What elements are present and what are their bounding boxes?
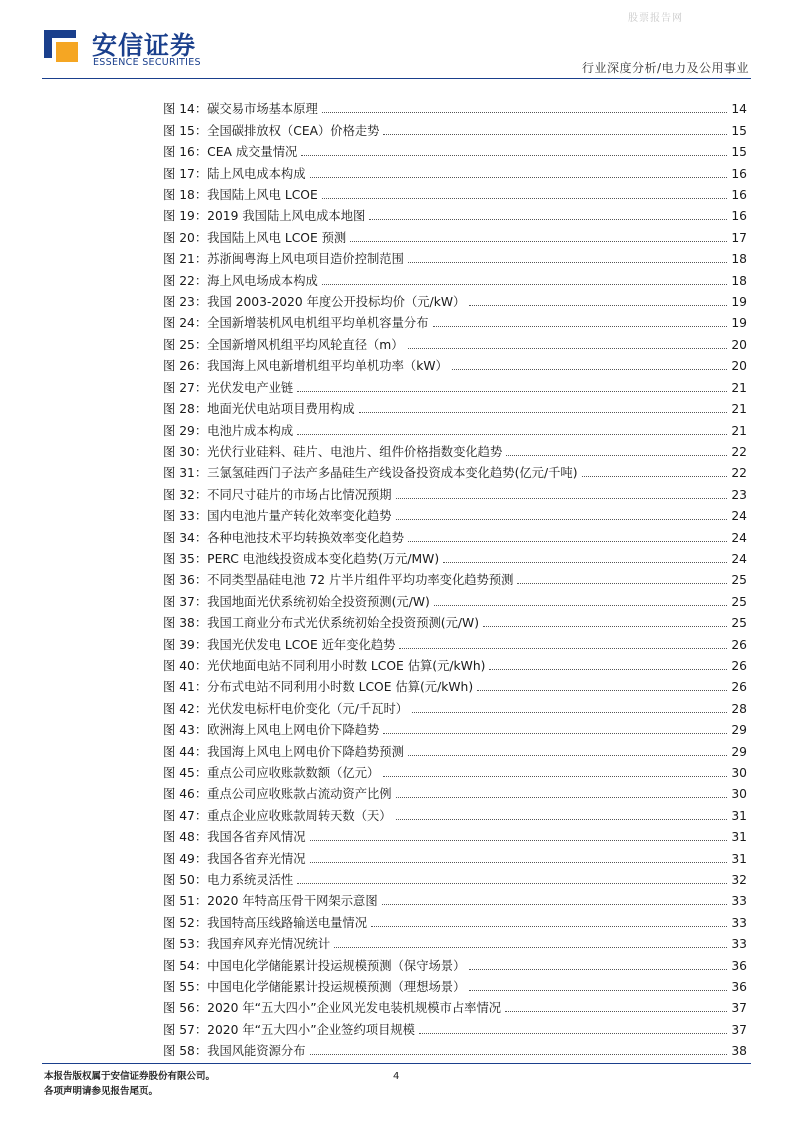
toc-entry[interactable]	[163, 182, 747, 203]
toc-entry-label: 图 46：重点公司应收账款占流动资产比例	[163, 787, 392, 802]
toc-entry[interactable]	[163, 396, 747, 417]
toc-entry[interactable]	[163, 117, 747, 138]
toc-dot-leader	[383, 733, 727, 734]
footer-divider	[42, 1063, 751, 1064]
toc-entry[interactable]	[163, 353, 747, 374]
toc-entry-page: 33	[731, 915, 747, 930]
toc-entry-label: 图 17：陆上风电成本构成	[163, 166, 306, 181]
toc-entry-page: 33	[731, 937, 747, 952]
toc-entry[interactable]	[163, 417, 747, 438]
footer-notice	[44, 1069, 215, 1099]
toc-entry[interactable]	[163, 96, 747, 117]
toc-dot-leader	[371, 926, 727, 927]
toc-entry-label: 图 31：三氯氢硅西门子法产多晶硅生产线设备投资成本变化趋势(亿元/千吨)	[163, 466, 578, 481]
toc-dot-leader	[301, 155, 727, 156]
toc-entry[interactable]	[163, 546, 747, 567]
toc-entry[interactable]	[163, 374, 747, 395]
toc-dot-leader	[350, 241, 727, 242]
toc-entry-page: 22	[731, 466, 747, 481]
toc-dot-leader	[408, 541, 727, 542]
toc-entry[interactable]	[163, 1038, 747, 1059]
toc-entry-page: 16	[731, 166, 747, 181]
toc-dot-leader	[310, 1054, 728, 1055]
toc-entry-label: 图 44：我国海上风电上网电价下降趋势预测	[163, 744, 404, 759]
toc-entry[interactable]	[163, 481, 747, 502]
toc-dot-leader	[452, 369, 728, 370]
toc-entry[interactable]	[163, 867, 747, 888]
toc-entry[interactable]	[163, 503, 747, 524]
toc-dot-leader	[310, 862, 728, 863]
toc-entry-label: 图 19：2019 我国陆上风电成本地图	[163, 209, 366, 224]
toc-dot-leader	[396, 797, 728, 798]
toc-entry-label: 图 14：碳交易市场基本原理	[163, 102, 318, 117]
toc-entry-page: 26	[731, 658, 747, 673]
toc-entry-page: 31	[731, 808, 747, 823]
toc-entry-page: 26	[731, 680, 747, 695]
toc-entry-page: 18	[731, 252, 747, 267]
toc-entry-label: 图 51：2020 年特高压骨干网架示意图	[163, 894, 378, 909]
toc-dot-leader	[443, 562, 727, 563]
toc-entry[interactable]	[163, 310, 747, 331]
toc-entry-label: 图 27：光伏发电产业链	[163, 380, 294, 395]
toc-entry-page: 18	[731, 273, 747, 288]
toc-entry-label: 图 54：中国电化学储能累计投运规模预测（保守场景）	[163, 958, 466, 973]
toc-entry[interactable]	[163, 246, 747, 267]
toc-entry[interactable]	[163, 610, 747, 631]
toc-entry-label: 图 58：我国风能资源分布	[163, 1044, 306, 1059]
toc-entry-page: 38	[731, 1044, 747, 1059]
toc-entry[interactable]	[163, 139, 747, 160]
toc-entry[interactable]	[163, 224, 747, 245]
toc-entry-label: 图 29：电池片成本构成	[163, 423, 294, 438]
toc-dot-leader	[383, 134, 727, 135]
toc-entry-page: 25	[731, 573, 747, 588]
toc-dot-leader	[396, 519, 728, 520]
toc-entry[interactable]	[163, 653, 747, 674]
toc-entry[interactable]	[163, 909, 747, 930]
toc-entry[interactable]	[163, 952, 747, 973]
toc-entry-label: 图 33：国内电池片量产转化效率变化趋势	[163, 509, 392, 524]
toc-dot-leader	[399, 648, 727, 649]
toc-entry-page: 15	[731, 123, 747, 138]
toc-entry-page: 28	[731, 701, 747, 716]
header-divider	[42, 78, 751, 79]
toc-entry[interactable]	[163, 439, 747, 460]
toc-entry-label: 图 45：重点公司应收账款数额（亿元）	[163, 766, 380, 780]
toc-dot-leader	[506, 455, 727, 456]
toc-entry[interactable]	[163, 331, 747, 352]
toc-dot-leader	[383, 776, 727, 777]
toc-dot-leader	[322, 198, 728, 199]
toc-entry-label: 图 39：我国光伏发电 LCOE 近年变化趋势	[163, 637, 396, 652]
toc-entry[interactable]	[163, 267, 747, 288]
toc-entry-page: 24	[731, 530, 747, 545]
toc-entry-label: 图 28：地面光伏电站项目费用构成	[163, 402, 355, 417]
toc-entry[interactable]	[163, 888, 747, 909]
toc-entry[interactable]	[163, 931, 747, 952]
toc-entry-label: 图 36：不同类型晶硅电池 72 片半片组件平均功率变化趋势预测	[163, 573, 514, 588]
toc-dot-leader	[469, 990, 727, 991]
page-number: 4	[393, 1071, 400, 1082]
toc-entry-page: 37	[731, 1022, 747, 1037]
toc-entry-label: 图 15：全国碳排放权（CEA）价格走势	[163, 123, 380, 138]
toc-dot-leader	[322, 112, 728, 113]
toc-entry-label: 图 22：海上风电场成本构成	[163, 273, 318, 288]
toc-entry[interactable]	[163, 203, 747, 224]
toc-dot-leader	[412, 712, 727, 713]
toc-entry[interactable]	[163, 738, 747, 759]
toc-dot-leader	[310, 840, 728, 841]
toc-entry[interactable]	[163, 802, 747, 823]
toc-entry-page: 37	[731, 1001, 747, 1016]
figure-list	[163, 96, 747, 1059]
toc-entry[interactable]	[163, 588, 747, 609]
toc-entry-label: 图 52：我国特高压线路输送电量情况	[163, 915, 368, 930]
toc-entry-page: 21	[731, 402, 747, 417]
toc-entry-label: 图 26：我国海上风电新增机组平均单机功率（kW）	[163, 359, 448, 374]
toc-entry-label: 图 48：我国各省弃风情况	[163, 830, 306, 845]
toc-entry-label: 图 24：全国新增装机风电机组平均单机容量分布	[163, 316, 429, 331]
toc-dot-leader	[582, 476, 728, 477]
copyright-notice: 本报告版权属于安信证券股份有限公司。	[44, 1071, 216, 1082]
toc-entry[interactable]	[163, 631, 747, 652]
toc-entry[interactable]	[163, 695, 747, 716]
toc-dot-leader	[517, 583, 727, 584]
toc-entry-label: 图 20：我国陆上风电 LCOE 预测	[163, 230, 347, 245]
toc-entry-page: 17	[731, 230, 747, 245]
toc-entry-page: 36	[731, 980, 747, 995]
toc-dot-leader	[408, 348, 728, 349]
toc-entry[interactable]	[163, 289, 747, 310]
toc-entry-page: 33	[731, 894, 747, 909]
toc-dot-leader	[489, 669, 727, 670]
toc-dot-leader	[322, 284, 728, 285]
toc-entry-label: 图 23：我国 2003-2020 年度公开投标均价（元/kW）	[163, 295, 466, 310]
toc-entry-page: 19	[731, 316, 747, 331]
toc-entry-page: 26	[731, 637, 747, 652]
toc-entry-page: 36	[731, 958, 747, 973]
toc-entry[interactable]	[163, 824, 747, 845]
toc-entry-page: 24	[731, 509, 747, 524]
toc-entry[interactable]	[163, 674, 747, 695]
logo-chinese-name: 安信证券	[92, 31, 197, 60]
toc-entry[interactable]	[163, 781, 747, 802]
toc-entry-label: 图 57：2020 年“五大四小”企业签约项目规模	[163, 1022, 415, 1037]
toc-entry-page: 29	[731, 744, 747, 759]
toc-dot-leader	[469, 969, 727, 970]
toc-dot-leader	[359, 412, 728, 413]
toc-entry-label: 图 49：我国各省弃光情况	[163, 851, 306, 866]
toc-entry-page: 19	[731, 295, 747, 310]
company-logo	[42, 24, 222, 74]
toc-entry-page: 30	[731, 766, 747, 780]
toc-entry[interactable]	[163, 567, 747, 588]
toc-entry-label: 图 40：光伏地面电站不同利用小时数 LCOE 估算(元/kWh)	[163, 658, 486, 673]
toc-dot-leader	[334, 947, 727, 948]
toc-entry-page: 22	[731, 444, 747, 459]
toc-entry-label: 图 38：我国工商业分布式光伏系统初始全投资预测(元/W)	[163, 616, 479, 631]
toc-dot-leader	[469, 305, 727, 306]
toc-dot-leader	[505, 1011, 727, 1012]
toc-entry[interactable]	[163, 1016, 747, 1037]
toc-entry-page: 21	[731, 423, 747, 438]
toc-dot-leader	[382, 904, 728, 905]
toc-dot-leader	[297, 391, 727, 392]
toc-dot-leader	[419, 1033, 727, 1034]
toc-entry[interactable]	[163, 160, 747, 181]
toc-entry-label: 图 37：我国地面光伏系统初始全投资预测(元/W)	[163, 594, 430, 609]
toc-entry-page: 23	[731, 487, 747, 502]
toc-entry-page: 29	[731, 723, 747, 738]
toc-entry-page: 16	[731, 188, 747, 203]
toc-dot-leader	[396, 819, 728, 820]
toc-dot-leader	[369, 219, 727, 220]
toc-entry-page: 15	[731, 145, 747, 160]
toc-entry-label: 图 55：中国电化学储能累计投运规模预测（理想场景）	[163, 980, 466, 995]
toc-entry-label: 图 21：苏浙闽粤海上风电项目造价控制范围	[163, 252, 404, 267]
toc-entry-label: 图 42：光伏发电标杆电价变化（元/千瓦时）	[163, 701, 409, 716]
toc-dot-leader	[483, 626, 727, 627]
toc-entry-label: 图 18：我国陆上风电 LCOE	[163, 188, 318, 203]
watermark: 股票报告网	[628, 13, 683, 24]
toc-entry[interactable]	[163, 974, 747, 995]
toc-entry-page: 31	[731, 851, 747, 866]
toc-entry-page: 25	[731, 616, 747, 631]
toc-entry[interactable]	[163, 845, 747, 866]
toc-dot-leader	[477, 690, 727, 691]
toc-dot-leader	[408, 755, 727, 756]
logo-mark-icon	[42, 28, 82, 66]
toc-entry-page: 32	[731, 873, 747, 888]
toc-entry[interactable]	[163, 524, 747, 545]
toc-entry-page: 24	[731, 551, 747, 566]
toc-dot-leader	[396, 498, 728, 499]
toc-entry-label: 图 41：分布式电站不同利用小时数 LCOE 估算(元/kWh)	[163, 680, 474, 695]
toc-entry-page: 25	[731, 594, 747, 609]
toc-dot-leader	[310, 177, 728, 178]
toc-entry-label: 图 16：CEA 成交量情况	[163, 145, 298, 160]
toc-entry-label: 图 53：我国弃风弃光情况统计	[163, 937, 331, 952]
report-category: 行业深度分析/电力及公用事业	[581, 61, 749, 75]
toc-entry-label: 图 56：2020 年“五大四小”企业风光发电装机规模市占率情况	[163, 1001, 502, 1016]
toc-dot-leader	[408, 262, 727, 263]
toc-entry-label: 图 34：各种电池技术平均转换效率变化趋势	[163, 530, 404, 545]
toc-entry-page: 31	[731, 830, 747, 845]
toc-entry[interactable]	[163, 460, 747, 481]
logo-english-name: ESSENCE SECURITIES	[93, 57, 201, 68]
toc-entry-label: 图 30：光伏行业硅料、硅片、电池片、组件价格指数变化趋势	[163, 444, 503, 459]
toc-entry-label: 图 43：欧洲海上风电上网电价下降趋势	[163, 723, 380, 738]
toc-entry-page: 14	[731, 102, 747, 117]
toc-entry-page: 20	[731, 337, 747, 352]
toc-entry-label: 图 32：不同尺寸硅片的市场占比情况预期	[163, 487, 392, 502]
toc-entry[interactable]	[163, 995, 747, 1016]
toc-dot-leader	[297, 883, 727, 884]
toc-dot-leader	[297, 434, 727, 435]
toc-dot-leader	[434, 605, 728, 606]
toc-entry-page: 21	[731, 380, 747, 395]
toc-entry-label: 图 25：全国新增风机组平均风轮直径（m）	[163, 337, 404, 352]
toc-entry[interactable]	[163, 760, 747, 781]
toc-entry-label: 图 35：PERC 电池线投资成本变化趋势(万元/MW)	[163, 551, 440, 566]
toc-entry-page: 20	[731, 359, 747, 374]
toc-entry-label: 图 47：重点企业应收账款周转天数（天）	[163, 808, 392, 823]
toc-entry-page: 30	[731, 787, 747, 802]
disclaimer-notice: 各项声明请参见报告尾页。	[44, 1086, 159, 1097]
toc-dot-leader	[433, 326, 728, 327]
toc-entry-label: 图 50：电力系统灵活性	[163, 873, 294, 888]
toc-entry-page: 16	[731, 209, 747, 224]
toc-entry[interactable]	[163, 717, 747, 738]
